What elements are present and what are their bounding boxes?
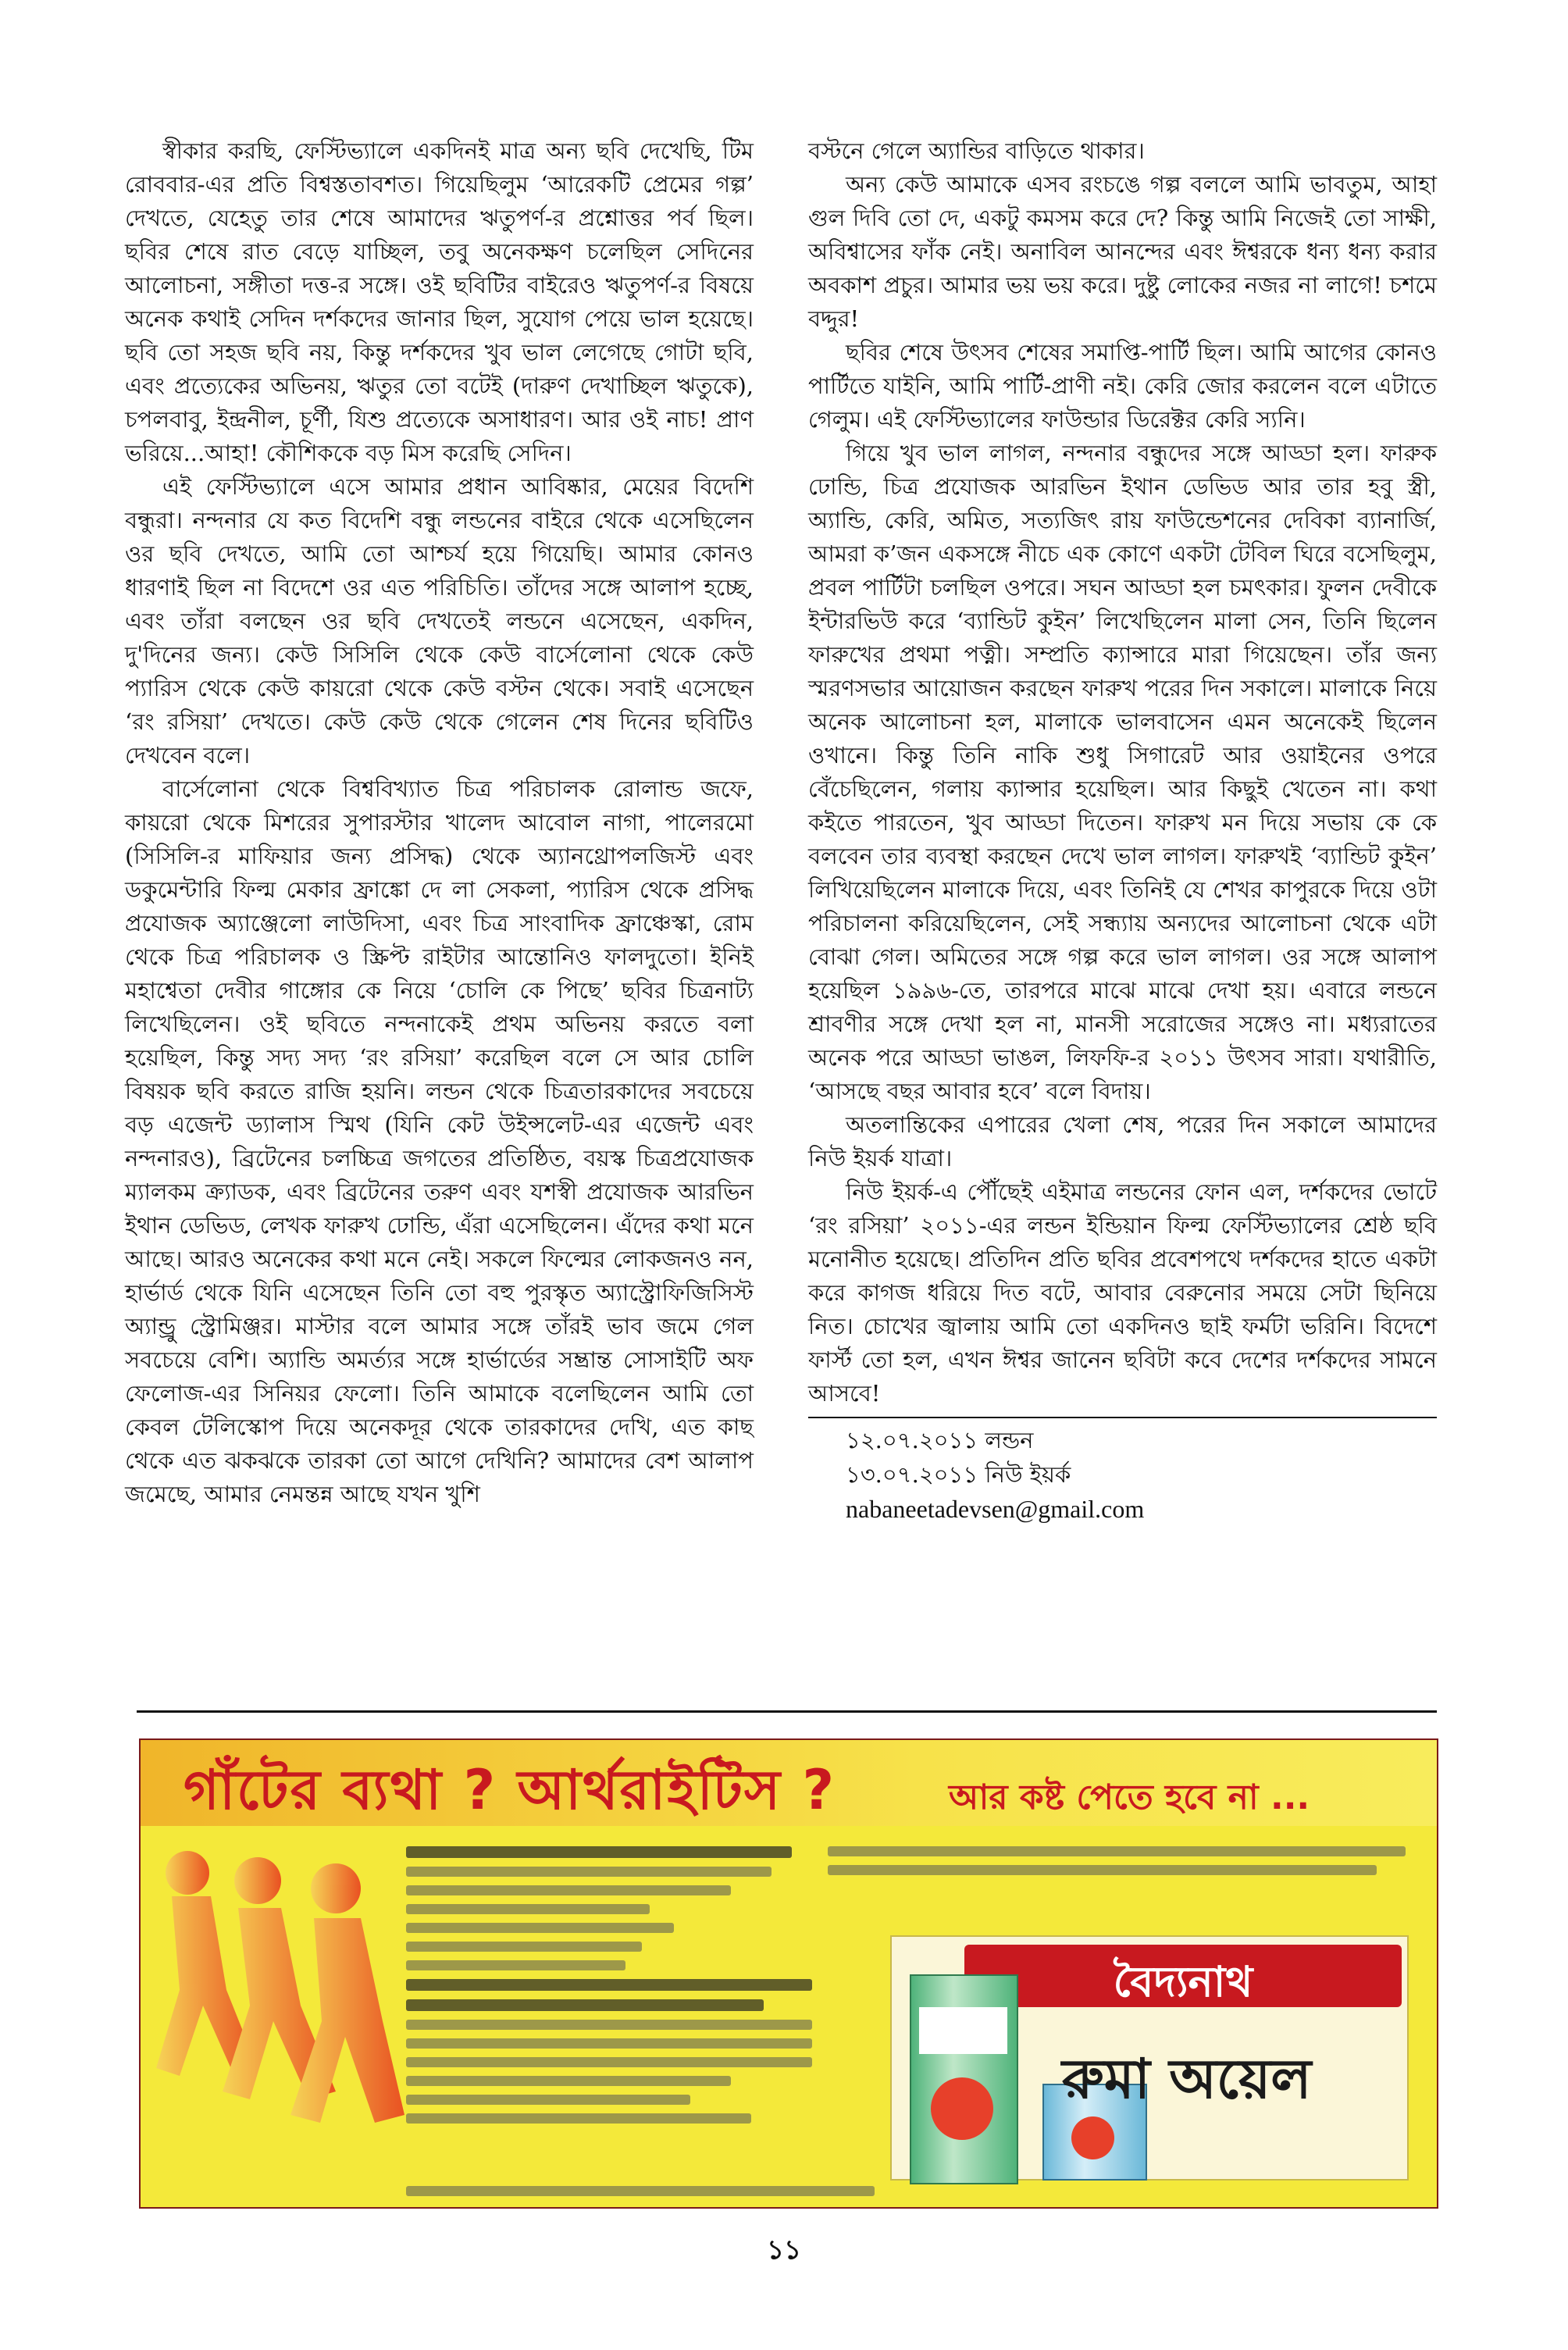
paragraph: ছবির শেষে উৎসব শেষের সমাপ্তি-পার্টি ছিল। আমি আগের কোনও পার্টিতে যাইনি, আমি পার্টি-প্রাণী নই। কেরি জোর করলেন বলে এটাতে গেলুম। এই ফেস্টিভ্যালের ফাউন্ডার ডিরেক্টর কেরি স্যনি। (808, 339, 1437, 433)
advertisement (139, 1738, 1438, 2209)
signoff-date-newyork: ১৩.০৭.২০১১ নিউ ইয়র্ক (846, 1461, 1071, 1488)
ad-tagline: আর কষ্ট পেতে হবে না ... (949, 1778, 1310, 1817)
article-column-left (125, 134, 754, 1511)
paragraph: অন্য কেউ আমাকে এসব রংচঙে গল্প বললে আমি ভাবতুম, আহা গুল দিবি তো দে, একটু কমসম করে দে? কিন্তু আমি নিজেই তো সাক্ষী, অবিশ্বাসের ফাঁক নেই। অনাবিল আনন্দের এবং ঈশ্বরকে ধন্য ধন্য করার অবকাশ প্রচুর। আমার ভয় ভয় করে। দুষ্টু লোকের নজর না লাগে! চশমে বদ্দুর! (808, 171, 1437, 332)
ad-body-text (406, 1838, 812, 2132)
paragraph: এই ফেস্টিভ্যালে এসে আমার প্রধান আবিষ্কার, মেয়ের বিদেশি বন্ধুরা। নন্দনার যে কত বিদেশি বন্ধু লন্ডনের বাইরে থেকে এসেছিলেন ওর ছবি দেখতে, আমি তো আশ্চর্য হয়ে গিয়েছি। আমার কোনও ধারণাই ছিল না বিদেশে ওর এত পরিচিতি। তাঁদের সঙ্গে আলাপ হচ্ছে, এবং তাঁরা বলছেন ওর ছবি দেখতেই লন্ডনে এসেছেন, একদিন, দু'দিনের জন্য। কেউ সিসিলি থেকে কেউ বার্সেলোনা থেকে কেউ প্যারিস থেকে কেউ কায়রো থেকে কেউ বস্টন থেকে। সবাই এসেছেন ‘রং রসিয়া’ দেখতে। কেউ কেউ থেকে গেলেন শেষ দিনের ছবিটিও দেখবেন বলে। (125, 473, 754, 768)
page-number: ১১ (766, 2234, 802, 2266)
page-divider (137, 1710, 1437, 1713)
signoff-divider (808, 1417, 1437, 1418)
ad-top-right-text (828, 1838, 1406, 1884)
paragraph: বার্সেলোনা থেকে বিশ্ববিখ্যাত চিত্র পরিচালক রোলান্ড জফে, কায়রো থেকে মিশরের সুপারস্টার খালেদ আবোল নাগা, পালেরমো (সিসিলি-র মাফিয়ার জন্য প্রসিদ্ধ) থেকে অ্যানথ্রোপলজিস্ট এবং ডকুমেন্টারি ফিল্ম মেকার ফ্রাঙ্কো দে লা সেকলা, প্যারিস থেকে প্রসিদ্ধ প্রযোজক অ্যাঞ্জেলো লাউদিসা, এবং চিত্র সাংবাদিক ফ্রাঞ্চেস্কা, রোম থেকে চিত্র পরিচালক ও স্ক্রিপ্ট রাইটার আন্তোনিও ফালদুতো। ইনিই মহাশ্বেতা দেবীর গাঙ্গোর কে নিয়ে ‘চোলি কে পিছে’ ছবির চিত্রনাট্য লিখেছিলেন। ওই ছবিতে নন্দনাকেই প্রথম অভিনয় করতে বলা হয়েছিল, কিন্তু সদ্য সদ্য ‘রং রসিয়া’ করেছিল বলে সে আর চোলি বিষয়ক ছবি করতে রাজি হয়নি। লন্ডন থেকে চিত্রতারকাদের সবচেয়ে বড় এজেন্ট ড্যালাস স্মিথ (যিনি কেট উইন্সলেট-এর এজেন্ট এবং নন্দনারও), ব্রিটেনের চলচ্চিত্র জগতের প্রতিষ্ঠিত, বয়স্ক চিত্রপ্রযোজক ম্যালকম ক্র্যাডক, এবং ব্রিটেনের তরুণ এবং যশস্বী প্রযোজক আরভিন ইথান ডেভিড, লেখক ফারুখ ঢোন্ডি, এঁরা এসেছিলেন। এঁদের কথা মনে আছে। আরও অনেকের কথা মনে নেই। সকলে ফিল্মের লোকজনও নন, হার্ভার্ড থেকে যিনি এসেছেন তিনি তো বহু পুরস্কৃত অ্যাস্ট্রোফিজিসিস্ট অ্যান্ড্রু স্ট্রোমিঞ্জর। মাস্টার বলে আমার সঙ্গে তাঁরই ভাব জমে গেল সবচেয়ে বেশি। অ্যান্ডি অমর্ত্যর সঙ্গে হার্ভার্ডের সম্ভ্রান্ত সোসাইটি অফ ফেলোজ-এর সিনিয়র ফেলো। তিনি আমাকে বলেছিলেন আমি তো কেবল টেলিস্কোপ দিয়ে অনেকদূর থেকে তারকাদের দেখি, এত কাছ থেকে এত ঝকঝকে তারকা তো আগে দেখিনি? আমাদের বেশ আলাপ জমেছে, আমার নেমন্তন্ন আছে যখন খুশি (125, 776, 754, 1507)
ad-headline: গাঁটের ব্যথা ? আর্থরাইটিস ? (184, 1758, 836, 1822)
paragraph: বস্টনে গেলে অ্যান্ডির বাড়িতে থাকার। (808, 137, 1145, 164)
article-column-right (808, 134, 1437, 1526)
ad-footer-text (406, 2177, 875, 2205)
paragraph: স্বীকার করছি, ফেস্টিভ্যালে একদিনই মাত্র অন্য ছবি দেখেছি, টিম রোববার-এর প্রতি বিশ্বস্ততাবশত। গিয়েছিলুম ‘আরেকটি প্রেমের গল্প’ দেখতে, যেহেতু তার শেষে আমাদের ঋতুপর্ণ-র প্রশ্নোত্তর পর্ব ছিল। ছবির শেষে রাত বেড়ে যাচ্ছিল, তবু অনেকক্ষণ চলেছিল সেদিনের আলোচনা, সঙ্গীতা দত্ত-র সঙ্গে। ওই ছবিটির বাইরেও ঋতুপর্ণ-র বিষয়ে অনেক কথাই সেদিন দর্শকদের জানার ছিল, সুযোগ পেয়ে ভাল হয়েছে। ছবি তো সহজ ছবি নয়, কিন্তু দর্শকদের খুব ভাল লেগেছে গোটা ছবি, এবং প্রত্যেকের অভিনয়, ঋতুর তো বটেই (দারুণ দেখাচ্ছিল ঋতুকে), চপলবাবু, ইন্দ্রনীল, চূর্ণী, যিশু প্রত্যেকে অসাধারণ। আর ওই নাচ! প্রাণ ভরিয়ে...আহা! কৌশিককে বড় মিস করেছি সেদিন। (125, 137, 754, 466)
brand-name: বৈদ্যনাথ (1113, 1957, 1253, 2006)
runners-illustration (141, 1818, 406, 2209)
signoff-date-london: ১২.০৭.২০১১ লন্ডন (846, 1427, 1034, 1453)
brand-banner (964, 1945, 1402, 2007)
product-name: রুমা অয়েল (1062, 2047, 1312, 2111)
oil-bottle-large (910, 1974, 1018, 2184)
paragraph: অতলান্তিকের এপারের খেলা শেষ, পরের দিন সকালে আমাদের নিউ ইয়র্ক যাত্রা। (808, 1111, 1437, 1171)
paragraph: নিউ ইয়র্ক-এ পৌঁছেই এইমাত্র লন্ডনের ফোন এল, দর্শকদের ভোটে ‘রং রসিয়া’ ২০১১-এর লন্ডন ইন্ডিয়ান ফিল্ম ফেস্টিভ্যালের শ্রেষ্ঠ ছবি মনোনীত হয়েছে। প্রতিদিন প্রতি ছবির প্রবেশপথে দর্শকদের হাতে একটা করে কাগজ ধরিয়ে দিত বটে, আবার বেরুনোর সময়ে সেটা ছিনিয়ে নিত। চোখের জ্বালায় আমি তো একদিনও ছাই ফর্মটা ভরিনি। বিদেশে ফার্স্ট তো হল, এখন ঈশ্বর জানেন ছবিটা কবে দেশের দর্শকদের সামনে আসবে! (808, 1179, 1437, 1407)
ad-header-band (141, 1740, 1437, 1826)
paragraph: গিয়ে খুব ভাল লাগল, নন্দনার বন্ধুদের সঙ্গে আড্ডা হল। ফারুক ঢোন্ডি, চিত্র প্রযোজক আরভিন ইথান ডেভিড আর তার হবু স্ত্রী, অ্যান্ডি, কেরি, অমিত, সত্যজিৎ রায় ফাউন্ডেশনের দেবিকা ব্যানার্জি, আমরা ক’জন একসঙ্গে নীচে এক কোণে একটা টেবিল ঘিরে বসেছিলুম, প্রবল পার্টিটা চলছিল ওপরে। সঘন আড্ডা হল চমৎকার। ফুলন দেবীকে ইন্টারভিউ করে ‘ব্যান্ডিট কুইন’ লিখেছিলেন মালা সেন, তিনি ছিলেন ফারুখের প্রথমা পত্নী। সম্প্রতি ক্যান্সারে মারা গিয়েছেন। তাঁর জন্য স্মরণসভার আয়োজন করছেন ফারুখ পরের দিন সকালে। মালাকে নিয়ে অনেক আলোচনা হল, মালাকে ভালবাসেন এমন অনেকেই ছিলেন ওখানে। কিন্তু তিনি নাকি শুধু সিগারেট আর ওয়াইনের ওপরে বেঁচেছিলেন, গলায় ক্যান্সার হয়েছিল। আর কিছুই খেতেন না। কথা কইতে পারতেন, খুব আড্ডা দিতেন। ফারুখ মন দিয়ে সভায় কে কে বলবেন তার ব্যবস্থা করছেন দেখে ভাল লাগল। ফারুখই ‘ব্যান্ডিট কুইন’ লিখিয়েছিলেন মালাকে দিয়ে, এবং তিনিই যে শেখর কাপুরকে দিয়ে ওটা পরিচালনা করিয়েছিলেন, সেই সন্ধ্যায় অন্যদের আলোচনা থেকে এটা বোঝা গেল। অমিতের সঙ্গে গল্প করে ভাল লাগল। ওর সঙ্গে আলাপ হয়েছিল ১৯৯৬-তে, তারপরে মাঝে মাঝে দেখা হয়। এবারে লন্ডনে শ্রাবণীর সঙ্গে দেখা হল না, মানসী সরোজের সঙ্গেও না। মধ্যরাতের অনেক পরে আড্ডা ভাঙল, লিফফি-র ২০১১ উৎসব সারা। যথারীতি, ‘আসছে বছর আবার হবে’ বলে বিদায়। (808, 440, 1437, 1104)
author-email: nabaneetadevsen@gmail.com (846, 1495, 1145, 1523)
